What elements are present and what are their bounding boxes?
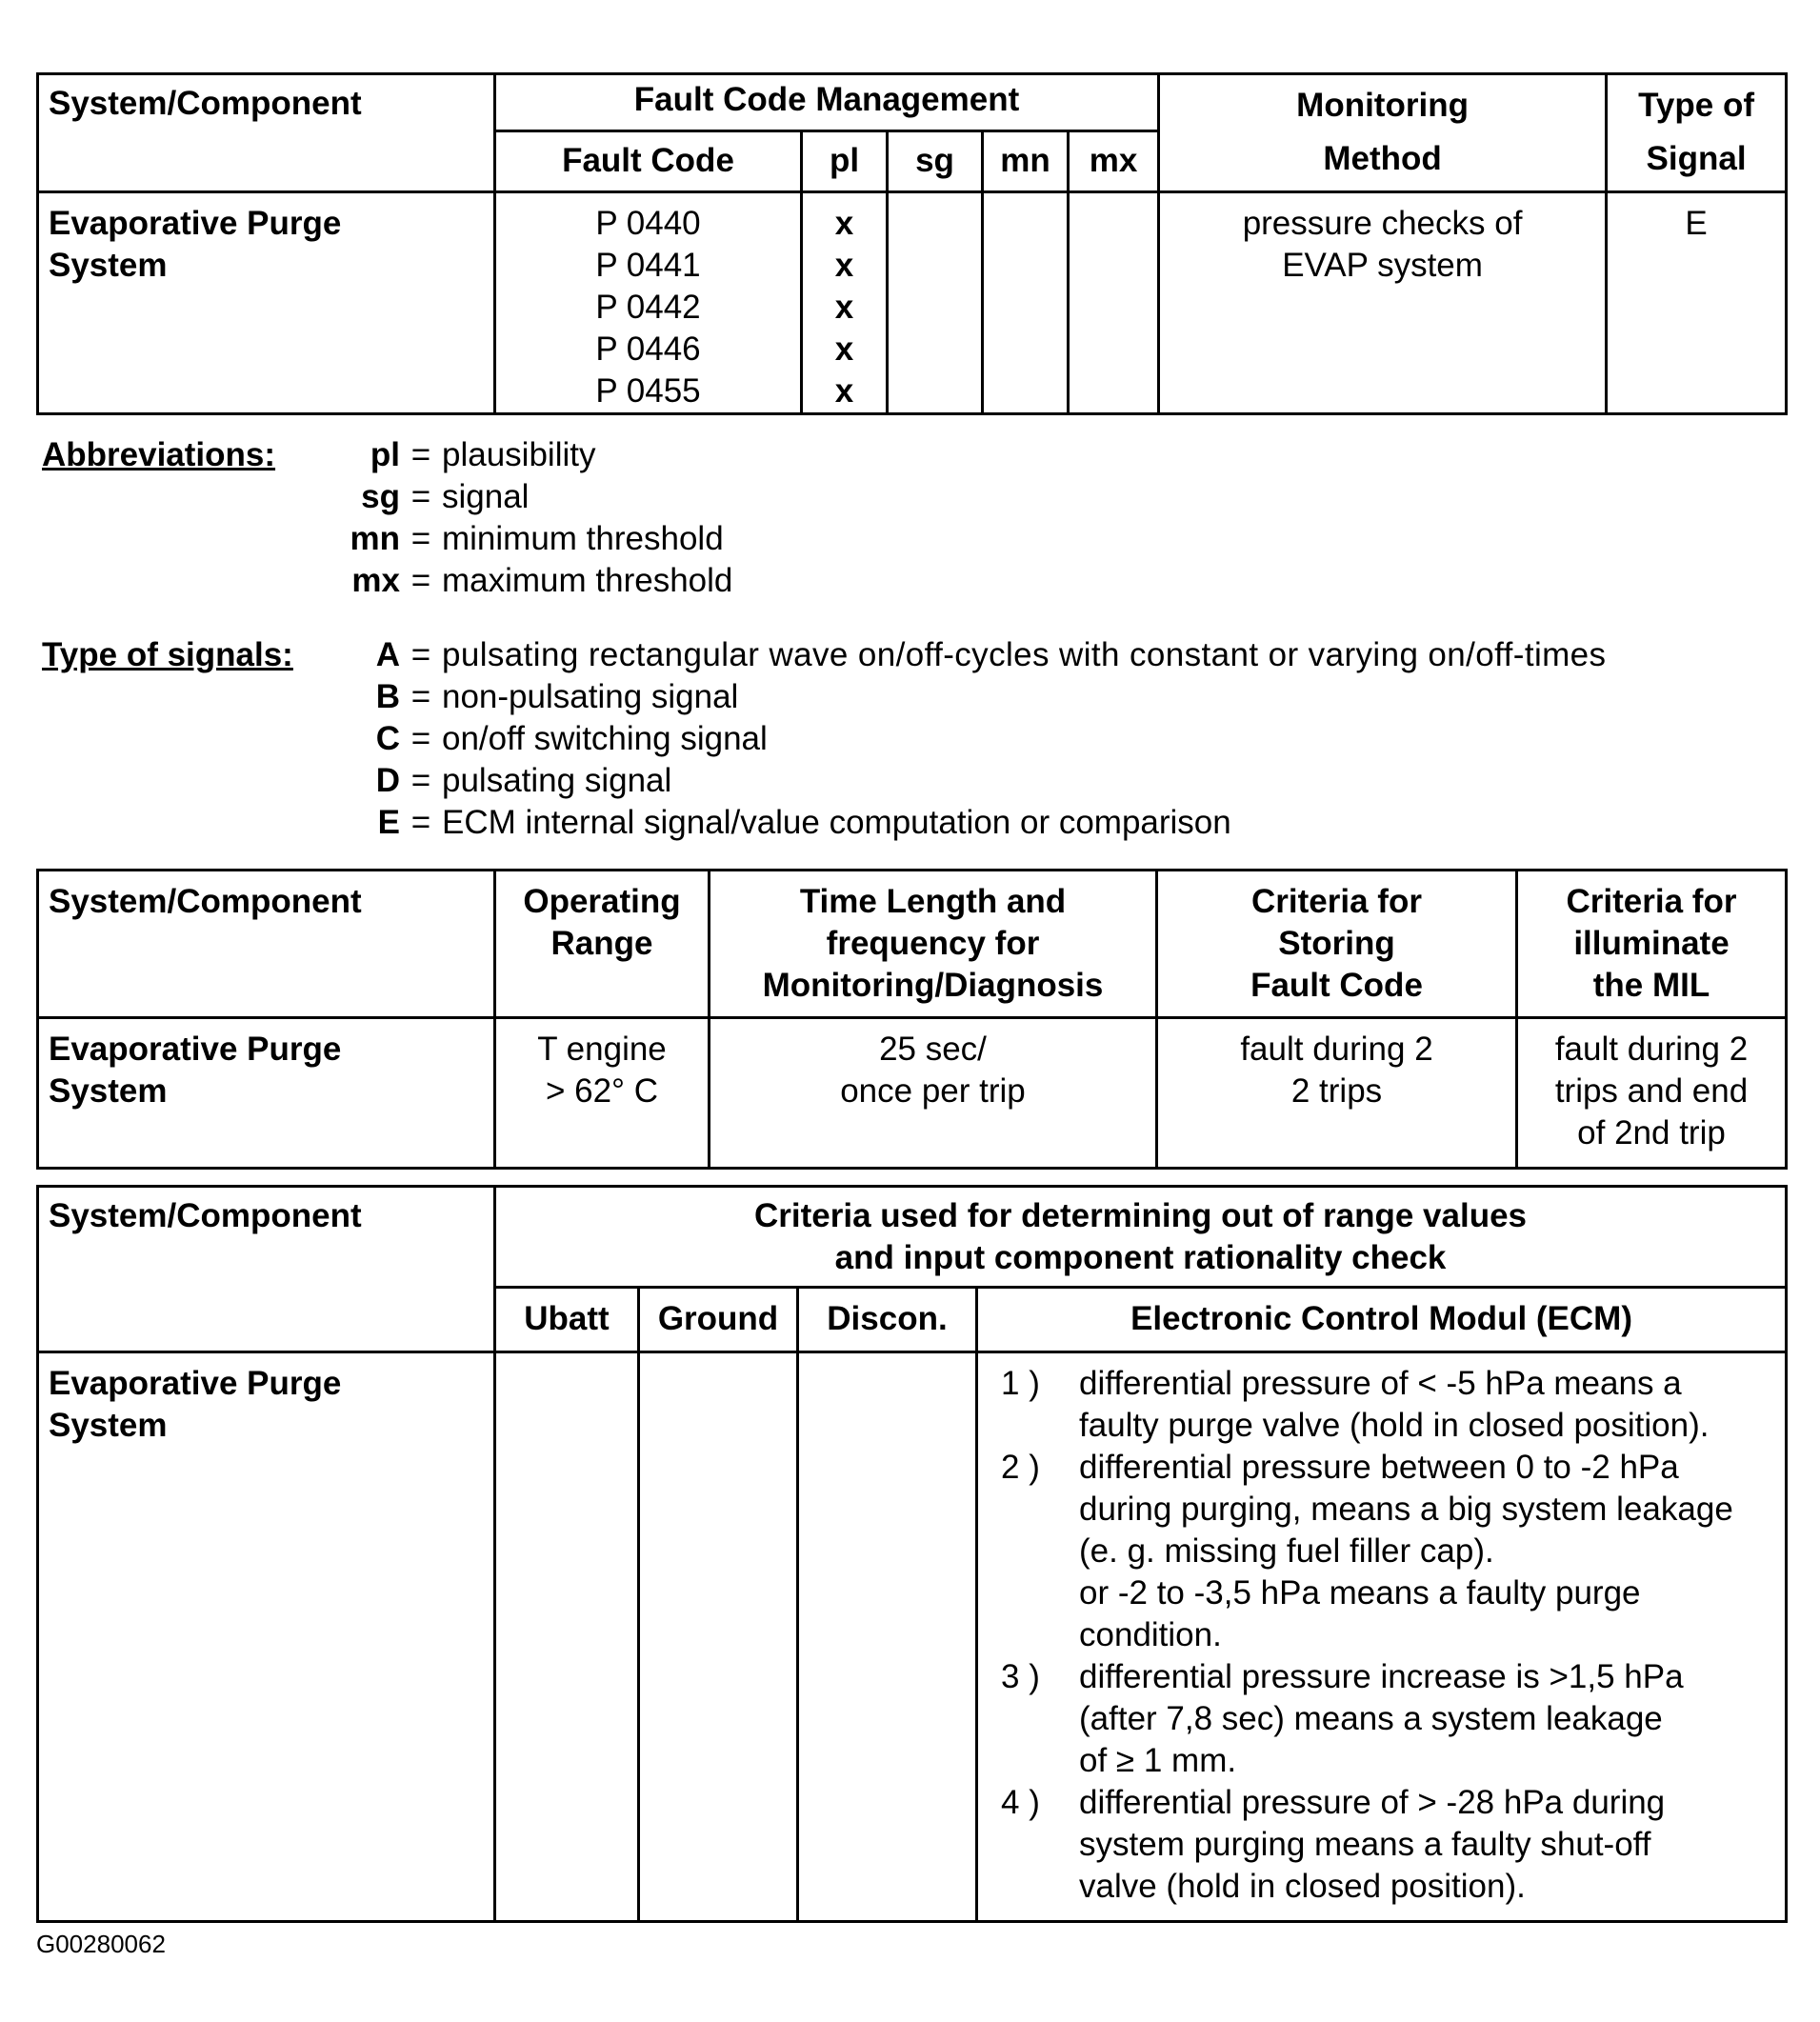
cell-signal-type: E bbox=[1607, 192, 1787, 414]
abbreviation-item bbox=[309, 436, 595, 474]
criteria-line: or -2 to -3,5 hPa means a faulty purge bbox=[1079, 1574, 1641, 1612]
header-system-component: System/Component bbox=[38, 1187, 495, 1352]
system-line1: Evaporative Purge bbox=[49, 1031, 342, 1068]
mil-line2: illuminate bbox=[1573, 925, 1730, 962]
cell-storing-criteria bbox=[1157, 1018, 1517, 1169]
signal-key: D bbox=[375, 762, 400, 799]
pl-mark: x bbox=[834, 372, 854, 410]
criteria-text bbox=[1079, 1363, 1785, 1447]
method-line2: EVAP system bbox=[1282, 247, 1483, 284]
criteria-line: (e. g. missing fuel filler cap). bbox=[1079, 1532, 1494, 1570]
criteria-text bbox=[1079, 1782, 1785, 1908]
cell-mn bbox=[983, 192, 1069, 414]
header-signal-line2: Signal bbox=[1646, 140, 1747, 177]
header-storing-criteria bbox=[1157, 871, 1517, 1018]
time-length-line1: Time Length and bbox=[799, 883, 1067, 920]
criteria-line: of ≥ 1 mm. bbox=[1079, 1742, 1237, 1779]
pl-mark: x bbox=[834, 247, 854, 284]
signal-value: ECM internal signal/value computation or comparison bbox=[442, 804, 1231, 841]
criteria-line: during purging, means a big system leakage bbox=[1079, 1491, 1733, 1528]
header-type-of-signal bbox=[1607, 74, 1787, 192]
header-time-length bbox=[710, 871, 1157, 1018]
cell-time-length bbox=[710, 1018, 1157, 1169]
signal-eq: = bbox=[410, 804, 431, 841]
pl-mark: x bbox=[834, 289, 854, 326]
criteria-line: valve (hold in closed position). bbox=[1079, 1868, 1526, 1905]
signal-eq: = bbox=[410, 678, 431, 715]
criteria-item bbox=[978, 1656, 1785, 1782]
signal-type-item bbox=[309, 804, 1231, 842]
pl-mark: x bbox=[834, 205, 854, 242]
signal-key: E bbox=[377, 804, 400, 841]
criteria-line: system purging means a faulty shut-off bbox=[1079, 1826, 1651, 1863]
criteria-header-line2: and input component rationality check bbox=[834, 1239, 1447, 1276]
signal-value: pulsating signal bbox=[442, 762, 672, 799]
header-pl: pl bbox=[802, 131, 888, 192]
criteria-line: differential pressure increase is >1,5 hPa bbox=[1079, 1658, 1684, 1695]
signal-type-item bbox=[309, 678, 738, 716]
cell-system bbox=[38, 1018, 495, 1169]
time-line1: 25 sec/ bbox=[879, 1031, 987, 1068]
criteria-item bbox=[978, 1363, 1785, 1447]
header-sg: sg bbox=[888, 131, 983, 192]
cell-system bbox=[38, 1352, 495, 1922]
fault-code: P 0455 bbox=[595, 372, 701, 410]
signal-type-item bbox=[309, 762, 671, 800]
fault-code: P 0446 bbox=[595, 330, 701, 368]
mil-value-line2: trips and end bbox=[1554, 1072, 1749, 1110]
abbreviation-item bbox=[309, 520, 724, 558]
criteria-number: 1 ) bbox=[1001, 1365, 1040, 1402]
criteria-line: differential pressure of > -28 hPa during bbox=[1079, 1784, 1666, 1821]
range-line2: > 62° C bbox=[545, 1072, 659, 1110]
signal-value: pulsating rectangular wave on/off-cycles with constant or varying on/off-times bbox=[442, 636, 1607, 673]
abbr-value: maximum threshold bbox=[442, 562, 733, 599]
cell-operating-range bbox=[495, 1018, 710, 1169]
cell-ubatt bbox=[495, 1352, 639, 1922]
abbr-value: minimum threshold bbox=[442, 520, 724, 557]
storing-line2: Storing bbox=[1278, 925, 1395, 962]
mil-line3: the MIL bbox=[1592, 967, 1710, 1004]
cell-method bbox=[1159, 192, 1607, 414]
storing-value-line2: 2 trips bbox=[1290, 1072, 1383, 1110]
criteria-line: differential pressure between 0 to -2 hPa bbox=[1079, 1449, 1679, 1486]
storing-value-line1: fault during 2 bbox=[1240, 1031, 1433, 1068]
storing-line3: Fault Code bbox=[1250, 967, 1423, 1004]
criteria-item bbox=[978, 1447, 1785, 1656]
cell-discon bbox=[798, 1352, 977, 1922]
header-monitoring-line1: Monitoring bbox=[1296, 87, 1469, 124]
operating-range-line2: Range bbox=[550, 925, 653, 962]
mil-line1: Criteria for bbox=[1566, 883, 1737, 920]
fault-code-table bbox=[36, 72, 1788, 415]
abbr-eq: = bbox=[410, 520, 431, 557]
header-system-component: System/Component bbox=[38, 74, 495, 192]
abbr-eq: = bbox=[410, 436, 431, 473]
header-mil-criteria bbox=[1517, 871, 1787, 1018]
cell-pl-marks bbox=[802, 192, 888, 414]
criteria-line: faulty purge valve (hold in closed position). bbox=[1079, 1407, 1710, 1444]
criteria-number: 2 ) bbox=[1001, 1449, 1040, 1486]
header-ecm: Electronic Control Modul (ECM) bbox=[977, 1288, 1787, 1352]
signal-eq: = bbox=[410, 636, 431, 673]
abbr-value: plausibility bbox=[442, 436, 596, 473]
signal-type-item bbox=[309, 636, 1606, 674]
criteria-line: condition. bbox=[1079, 1616, 1222, 1653]
signal-type-item bbox=[309, 720, 768, 758]
fault-code: P 0440 bbox=[595, 205, 701, 242]
header-mn: mn bbox=[983, 131, 1069, 192]
criteria-item bbox=[978, 1782, 1785, 1908]
storing-line1: Criteria for bbox=[1251, 883, 1422, 920]
cell-fault-codes bbox=[495, 192, 802, 414]
header-mx: mx bbox=[1069, 131, 1159, 192]
pl-mark: x bbox=[834, 330, 854, 368]
abbreviation-item bbox=[309, 562, 732, 600]
time-length-line2: frequency for bbox=[826, 925, 1040, 962]
header-fault-code-management: Fault Code Management bbox=[495, 74, 1159, 131]
header-monitoring-line2: Method bbox=[1323, 140, 1442, 177]
abbr-key: sg bbox=[361, 478, 400, 515]
signal-key: A bbox=[375, 636, 400, 673]
signal-key: C bbox=[375, 720, 400, 757]
abbr-key: mx bbox=[351, 562, 400, 599]
time-line2: once per trip bbox=[840, 1072, 1026, 1110]
signal-key: B bbox=[375, 678, 400, 715]
range-line1: T engine bbox=[537, 1031, 667, 1068]
abbr-eq: = bbox=[410, 478, 431, 515]
abbr-key: pl bbox=[370, 436, 400, 473]
system-line2: System bbox=[49, 1072, 168, 1110]
system-line1: Evaporative Purge bbox=[49, 1365, 342, 1402]
header-system-component: System/Component bbox=[38, 871, 495, 1018]
criteria-number: 3 ) bbox=[1001, 1658, 1040, 1695]
abbr-eq: = bbox=[410, 562, 431, 599]
fault-code: P 0441 bbox=[595, 247, 701, 284]
cell-mx bbox=[1069, 192, 1159, 414]
system-line2: System bbox=[49, 1407, 168, 1444]
header-criteria bbox=[495, 1187, 1787, 1288]
header-operating-range bbox=[495, 871, 710, 1018]
figure-code: G00280062 bbox=[36, 1930, 166, 1958]
cell-mil-criteria bbox=[1517, 1018, 1787, 1169]
abbreviation-item bbox=[309, 478, 529, 516]
criteria-line: (after 7,8 sec) means a system leakage bbox=[1079, 1700, 1663, 1737]
rationality-check-table bbox=[36, 1185, 1788, 1923]
abbreviations-title: Abbreviations: bbox=[42, 436, 276, 473]
mil-value-line1: fault during 2 bbox=[1554, 1031, 1749, 1068]
signal-eq: = bbox=[410, 762, 431, 799]
operating-range-line1: Operating bbox=[523, 883, 681, 920]
fault-code: P 0442 bbox=[595, 289, 701, 326]
header-ground: Ground bbox=[639, 1288, 798, 1352]
cell-ecm-criteria bbox=[977, 1352, 1787, 1922]
time-length-line3: Monitoring/Diagnosis bbox=[762, 967, 1104, 1004]
system-line2: System bbox=[49, 247, 168, 284]
criteria-text bbox=[1079, 1656, 1785, 1782]
criteria-header-line1: Criteria used for determining out of range values bbox=[754, 1197, 1528, 1234]
signal-eq: = bbox=[410, 720, 431, 757]
header-fault-code: Fault Code bbox=[495, 131, 802, 192]
system-line1: Evaporative Purge bbox=[49, 205, 342, 242]
signal-value: non-pulsating signal bbox=[442, 678, 739, 715]
header-signal-line1: Type of bbox=[1638, 87, 1754, 124]
cell-sg bbox=[888, 192, 983, 414]
cell-system bbox=[38, 192, 495, 414]
criteria-text bbox=[1079, 1447, 1785, 1656]
cell-ground bbox=[639, 1352, 798, 1922]
header-ubatt: Ubatt bbox=[495, 1288, 639, 1352]
header-discon: Discon. bbox=[798, 1288, 977, 1352]
monitoring-table bbox=[36, 869, 1788, 1170]
header-monitoring-method bbox=[1159, 74, 1607, 192]
signal-value: on/off switching signal bbox=[442, 720, 768, 757]
method-line1: pressure checks of bbox=[1242, 205, 1523, 242]
criteria-number: 4 ) bbox=[1001, 1784, 1040, 1821]
mil-value-line3: of 2nd trip bbox=[1577, 1114, 1726, 1151]
signal-types-title: Type of signals: bbox=[42, 636, 293, 673]
criteria-line: differential pressure of < -5 hPa means a bbox=[1079, 1365, 1682, 1402]
abbr-value: signal bbox=[442, 478, 530, 515]
abbr-key: mn bbox=[350, 520, 400, 557]
